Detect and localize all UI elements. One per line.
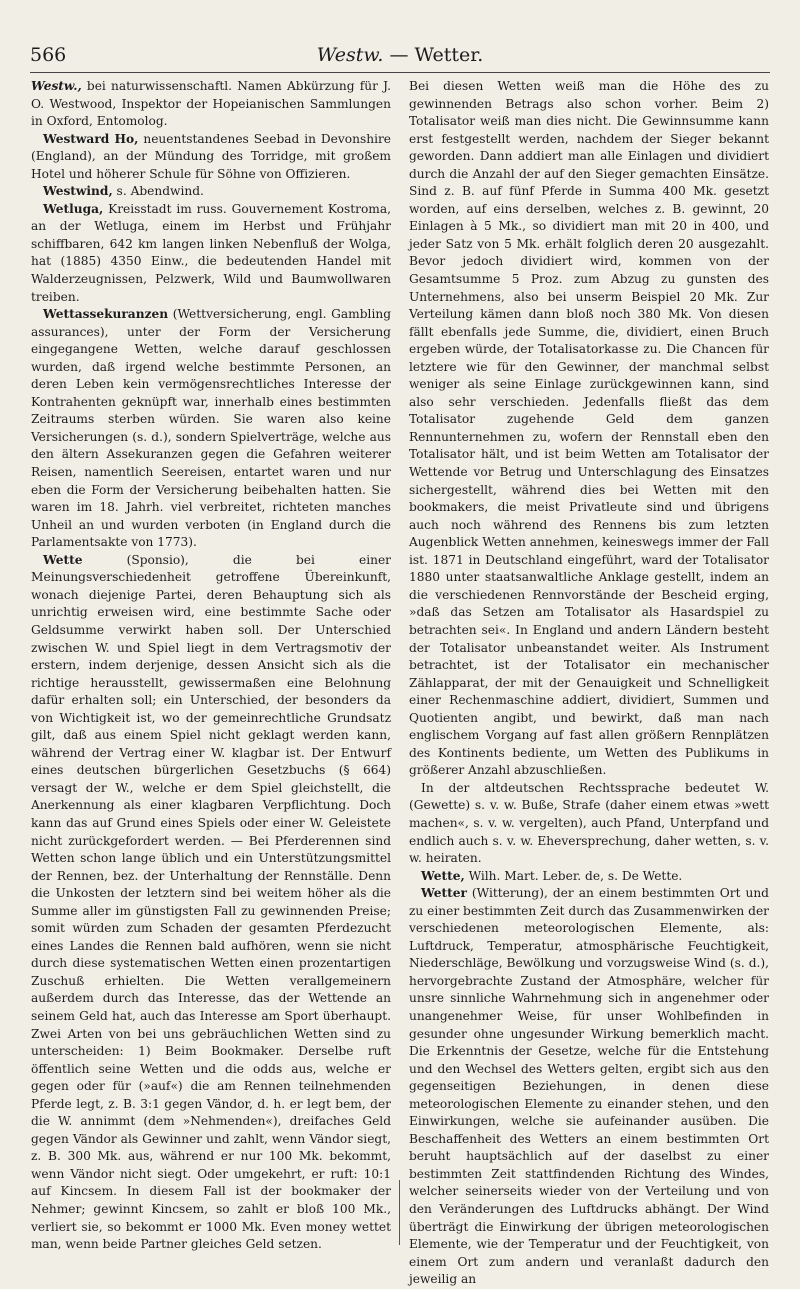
page-header [30,44,770,74]
left-column-entry [31,78,391,131]
entry-text: neuentstandenes Seebad in Devonshire (England), an der Mündung des Torridge, mit großem Hotel und höherer Schule für Söhne von Offizieren. [31,131,392,181]
right-column-entry [409,780,769,868]
entry-text: s. Abendwind. [112,184,204,199]
right-column-entry [409,78,769,780]
entry-headword: Westw., [31,79,82,93]
right-column-entry [409,868,769,886]
page-number: 566 [30,44,67,66]
header-rule [30,72,770,73]
entry-headword: Wetluga, [43,201,104,216]
left-column-entry [31,552,391,1254]
entry-headword: Wette [43,552,83,567]
left-column-entry [31,131,391,184]
entry-headword: Westwind, [43,184,113,199]
entry-text: (Witterung), der an einem bestimmten Ort und zu einer bestimmten Zeit durch das Zusammenwirken der verschiedenen meteorologischen Elemente, als: Luftdruck, Temperatur, atmosphärische Feuchtigkeit, Niederschläge, Bewölkung und vorzugsweise Wind (s. d.), hervorgebrachte Zustand der Atmosphäre, welcher für unsre sinnliche Wahrnehmung sich in angenehmer oder unangenehmer Weise, für unser Wohlbefinden in gesunder ohne ungesunder Wirkung bemerklich macht. Die Erkenntnis der Gesetze, welche für die Entstehung und den Wechsel des Wetters gelten, ergibt sich aus den gegenseitigen Beziehungen, in denen diese meteorologischen Elemente zu einander stehen, und den Einwirkungen, welche sie aufeinander ausüben. Die Beschaffenheit des Wetters an einem bestimmten Ort beruht hauptsächlich auf der daselbst zu einer bestimmten Zeit stattfindenden Richtung des Windes, welcher seinerseits wieder von der Verteilung und von den Veränderungen des Luftdrucks abhängt. Der Wind überträgt die Einwirkung der übrigen meteorologischen Elemente, wie der Temperatur und der Feuchtigkeit, von einem Ort zum andern und veranlaßt dadurch den jeweilig an [409,886,769,1287]
entry-text: (Wettversicherung, engl. Gambling assurances), unter der Form der Versicherung eingegangene Wetten, welche darauf geschlossen wurden, daß irgend welche bestimmte Personen, an deren Leben kein vermögensrechtliches Interesse der Kontrahenten geknüpft war, innerhalb eines bestimmten Zeitraums sterben würden. Sie waren also keine Versicherungen (s. d.), sondern Spielverträge, welche aus den ältern Assekuranzen gegen die Gefahren weiterer Reisen, namentlich Seereisen, entartet waren und nur eben die Form der Versicherung beibehalten hatten. Sie waren im 18. Jahrh. viel verbreitet, richteten manches Unheil an und wurden verboten (in England durch die Parlamentsakte von 1773). [31,307,391,550]
page-title-italic: Westw. [316,44,384,66]
entry-text: bei naturwissenschaftl. Namen Abkürzung für J. O. Westwood, Inspektor der Hopeianischen Sammlungen in Oxford, Entomolog. [31,79,391,129]
right-column [409,78,769,1287]
left-column-entry [31,183,391,201]
entry-text: Bei diesen Wetten weiß man die Höhe des zu gewinnenden Betrags also schon vorher. Beim 2) Totalisator weiß man dies nicht. Die Gewinnsumme kann erst festgestellt werden, nachdem der Sieger bekannt geworden. Dann addiert man alle Einlagen und dividiert durch die Anzahl der auf den Sieger gemachten Einsätze. Sind z. B. auf fünf Pferde in Summa 400 Mk. gesetzt worden, auf eins derselben, welches z. B. gewinnt, 20 Einlagen à 5 Mk., so dividiert man mit 20 in 400, und jeder Satz von 5 Mk. erhält folglich deren 20 ausgezahlt. Bevor jedoch dividiert wird, kommen von der Gesamtsumme 5 Proz. zum Abzug zu gunsten des Unternehmens, also bei unserm Beispiel 20 Mk. Zur Verteilung kämen dann bloß noch 380 Mk. Von diesen fällt ebenfalls jede Summe, die, dividiert, einen Bruch ergeben würde, der Totalisatorkasse zu. Die Chancen für letztere wie für den Gewinner, der manchmal selbst weniger als seine Einlage zurückgewinnen kann, sind also sehr verschieden. Jedenfalls fließt das dem Totalisator zugehende Geld dem ganzen Rennunternehmen zu, wofern der Rennstall eben den Totalisator hält, und ist beim Wetten am Totalisator der Wettende vor Betrug und Unterschlagung des Einsatzes sichergestellt, während dies bei Wetten mit den bookmakers, die meist Privatleute sind und übrigens auch noch während des Rennens bis zum letzten Augenblick Wetten annehmen, keineswegs immer der Fall ist. 1871 in Deutschland eingeführt, ward der Totalisator 1880 unter staatsanwaltliche Anklage gestellt, indem an die verschiedenen Rennvorstände der Bescheid erging, »daß das Setzen am Totalisator als Hasardspiel zu betrachten sei«. In England und andern Ländern besteht der Totalisator unbeanstandet weiter. Als Instrument betrachtet, ist der Totalisator ein mechanischer Zählapparat, der mit der Genauigkeit und Schnelligkeit einer Rechenmaschine addiert, dividiert, Summen und Quotienten angibt, und bewirkt, daß man nach englischem Vorgang auf fast allen größern Rennplätzen des Kontinents bediente, um Wetten des Publikums in größerer Anzahl abzuschließen. [409,79,769,778]
entry-headword: Wette, [421,868,465,883]
right-column-entry [409,885,769,1289]
entry-headword: Wettassekuranzen [43,307,169,322]
left-column-entry [31,306,391,552]
left-column-entry [31,201,391,306]
column-divider [399,1180,400,1245]
entry-text: In der altdeutschen Rechtssprache bedeutet W. (Gewette) s. v. w. Buße, Strafe (daher einem etwas »wett machen«, s. v. w. vergelten), auch Pfand, Unterpfand und endlich auch s. v. w. Eheversprechung, daher wetten, s. v. w. heiraten. [409,780,769,866]
left-column [31,78,392,1252]
page-title-rest: — Wetter. [383,44,484,66]
page-title [30,44,770,66]
entry-headword: Wetter [421,886,467,901]
entry-headword: Westward Ho, [43,131,139,146]
entry-text: Wilh. Mart. Leber. de, s. De Wette. [464,868,683,883]
entry-text: (Sponsio), die bei einer Meinungsverschiedenheit getroffene Übereinkunft, wonach diejenige Partei, deren Behauptung sich als unrichtig erweisen wird, eine bestimmte Sache oder Geldsumme verwirkt haben soll. Der Unterschied zwischen W. und Spiel liegt in dem Vertragsmotiv der erstern, indem derjenige, dessen Ansicht sich als die richtige herausstellt, gewissermaßen eine Belohnung dafür erhalten soll; ein Unterschied, der besonders da von Wichtigkeit ist, wo der gemeinrechtliche Grundsatz gilt, daß aus einem Spiel nicht geklagt werden kann, während der Vertrag einer W. klagbar ist. Der Entwurf eines deutschen bürgerlichen Gesetzbuchs (§ 664) versagt der W., welche er dem Spiel gleichstellt, die Anerkennung als einer klagbaren Verpflichtung. Doch kann das auf Grund eines Spiels oder einer W. Geleistete nicht zurückgefordert werden. — Bei Pferderennen sind Wetten schon lange üblich und ein Unterstützungsmittel der Rennen, bez. der Unterhaltung der Rennställe. Denn die Unkosten der letztern sind bei weitem höher als die Summe aller im günstigsten Fall zu gewinnenden Preise; somit würden zum Schaden der gesamten Pferdezucht eines Landes die Rennen bald aufhören, wenn sie nicht durch diese systematischen Wetten einen prozentartigen Zuschuß erhielten. Die Wetten verallgemeinern außerdem durch das Interesse, das der Wettende an seinem Geld hat, auch das Interesse am Sport überhaupt. Zwei Arten von bei uns gebräuchlichen Wetten sind zu unterscheiden: 1) Beim Bookmaker. Derselbe ruft öffentlich seine Wetten und die odds aus, welche er gegen oder für (»auf«) die am Rennen teilnehmenden Pferde legt, z. B. 3:1 gegen Vändor, d. h. er legt bem, der die W. annimmt (dem »Nehmenden«), dreifaches Geld gegen Vändor als Gewinner und zahlt, wenn Vändor siegt, z. B. 300 Mk. aus, während er nur 100 Mk. bekommt, wenn Vändor nicht siegt. Oder umgekehrt, er ruft: 10:1 auf Kincsem. In diesem Fall ist der bookmaker der Nehmer; gewinnt Kincsem, so zahlt er bloß 100 Mk., verliert sie, so bekommt er 1000 Mk. Even money wettet man, wenn beide Partner gleiches Geld setzen. [31,552,391,1252]
entry-text: Kreisstadt im russ. Gouvernement Kostroma, an der Wetluga, einem im Herbst und Frühjahr schiffbaren, 642 km langen linken Nebenfluß der Wolga, hat (1885) 4350 Einw., die bedeutenden Handel mit Walderzeugnissen, Pelzwerk, Wild und Baumwollwaren treiben. [31,201,391,304]
